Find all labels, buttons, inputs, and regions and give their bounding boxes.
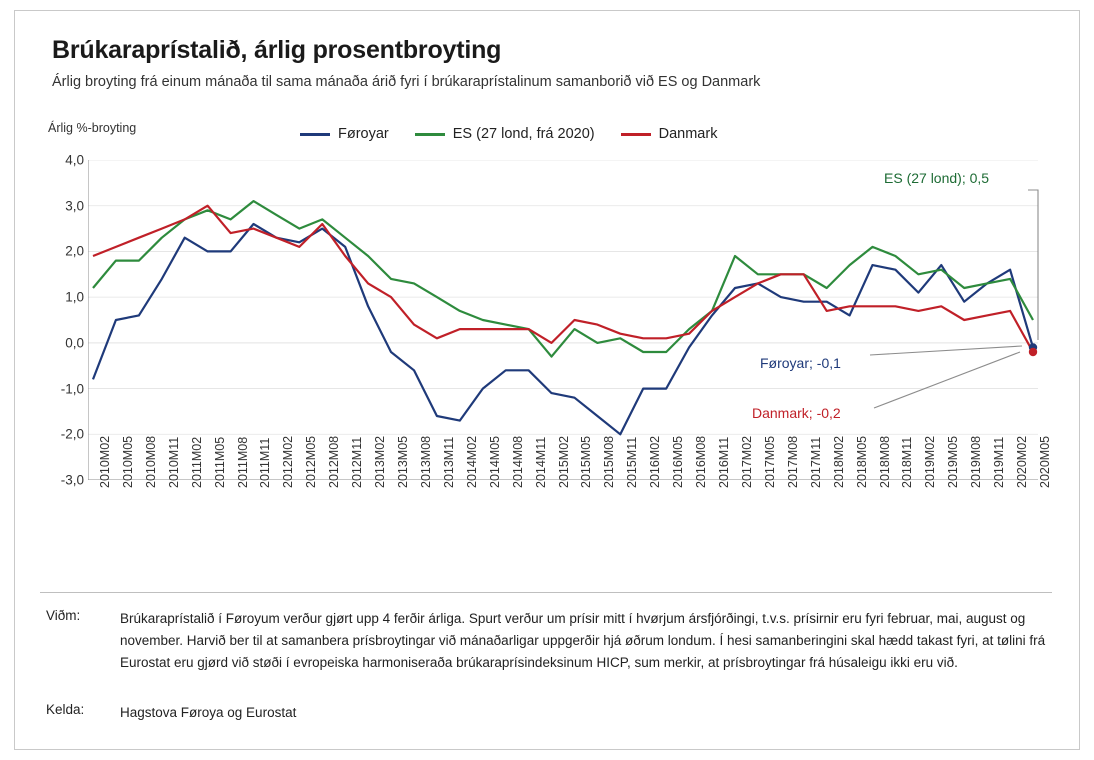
x-tick-label: 2011M08 xyxy=(235,436,250,488)
y-tick-label: 3,0 xyxy=(65,198,84,214)
footer-divider xyxy=(40,592,1052,593)
chart-legend xyxy=(300,126,717,142)
annotation-foroyar: Føroyar; -0,1 xyxy=(760,355,841,371)
note-text-vidm: Brúkaraprístalið í Føroyum verður gjørt upp 4 ferðir árliga. Spurt verður um prísir mitt í hvørjum ársfjórðingi, t.v.s. prísirnir eru fyri februar, mai, august og november. Harvið ber til at samanbera prísbroytingar við mánaðarligar uppgerðir hjá øðrum londum. Í hesi samanberingini skal hædd takast fyri, at tølini frá Eurostat eru gjørd við støði í evropeiska harmoniseraða brúkaraprísindeksinum HICP, sum merkir, at prísbroytingar frá húsaleigu ikki eru við. xyxy=(120,611,1046,670)
x-tick-label: 2016M08 xyxy=(694,435,709,488)
x-tick-label: 2020M05 xyxy=(1038,435,1052,488)
legend-label-foroyar: Føroyar xyxy=(338,126,389,142)
x-tick-label: 2017M05 xyxy=(762,435,777,488)
note-label-vidm: Viðm: xyxy=(46,608,81,623)
plot-area xyxy=(88,160,1038,480)
y-tick-label: 1,0 xyxy=(65,289,84,305)
x-tick-label: 2012M08 xyxy=(327,435,342,488)
x-tick-label: 2012M02 xyxy=(281,435,296,488)
x-tick-label: 2010M02 xyxy=(98,435,112,488)
legend-label-danmark: Danmark xyxy=(658,126,718,142)
page-subtitle: Árlig broyting frá einum mánaða til sama mánaða árið fyri í brúkaraprístalinum samanborið við ES og Danmark xyxy=(52,74,761,90)
x-tick-label: 2015M08 xyxy=(602,435,617,488)
x-tick-label: 2011M05 xyxy=(212,436,227,488)
x-tick-label: 2016M02 xyxy=(648,435,663,488)
x-tick-label: 2016M11 xyxy=(717,436,732,488)
legend-swatch-es xyxy=(415,133,445,136)
x-tick-label: 2020M02 xyxy=(1015,435,1030,488)
x-tick-label: 2018M05 xyxy=(854,435,869,488)
page-title: Brúkaraprístalið, árlig prosentbroyting xyxy=(52,36,502,64)
x-tick-label: 2010M08 xyxy=(143,435,158,488)
legend-swatch-danmark xyxy=(621,133,651,136)
y-axis-labels xyxy=(40,152,84,488)
legend-item-danmark xyxy=(621,126,718,142)
x-tick-label: 2012M11 xyxy=(350,436,365,488)
y-tick-label: -1,0 xyxy=(60,381,84,397)
x-tick-label: 2011M11 xyxy=(258,437,273,488)
legend-label-es: ES (27 lond, frá 2020) xyxy=(452,126,595,142)
x-tick-label: 2014M05 xyxy=(487,435,502,488)
x-tick-label: 2013M08 xyxy=(418,435,433,488)
y-axis-title: Árlig %-broyting xyxy=(48,121,137,135)
x-tick-label: 2012M05 xyxy=(304,435,319,488)
x-tick-label: 2014M08 xyxy=(510,435,525,488)
x-tick-label: 2015M05 xyxy=(579,435,594,488)
x-tick-label: 2019M02 xyxy=(923,435,938,488)
series-line-1 xyxy=(93,201,1033,357)
x-tick-label: 2010M05 xyxy=(120,435,135,488)
x-tick-label: 2014M11 xyxy=(533,436,548,488)
note-text-kelda: Hagstova Føroya og Eurostat xyxy=(120,705,297,720)
y-tick-label: 0,0 xyxy=(65,335,84,351)
x-tick-label: 2018M08 xyxy=(877,435,892,488)
x-tick-label: 2013M11 xyxy=(441,436,456,488)
x-tick-label: 2019M11 xyxy=(992,436,1007,488)
x-tick-label: 2016M05 xyxy=(671,435,686,488)
y-tick-label: 2,0 xyxy=(65,243,84,259)
x-tick-label: 2017M11 xyxy=(808,436,823,488)
x-tick-label: 2017M08 xyxy=(785,435,800,488)
x-tick-label: 2018M11 xyxy=(900,436,915,488)
note-label-kelda: Kelda: xyxy=(46,702,85,717)
chart-svg xyxy=(88,160,1038,480)
y-tick-label: -2,0 xyxy=(60,426,84,442)
x-tick-label: 2013M05 xyxy=(396,435,411,488)
series-line-2 xyxy=(93,206,1033,352)
x-tick-label: 2019M05 xyxy=(946,435,961,488)
series-endpoint-marker xyxy=(1029,348,1037,356)
y-tick-label: -3,0 xyxy=(60,472,84,488)
x-tick-label: 2017M02 xyxy=(739,435,754,488)
legend-swatch-foroyar xyxy=(300,133,330,136)
legend-item-es xyxy=(415,126,595,142)
x-axis-labels xyxy=(88,435,1052,576)
x-tick-label: 2018M02 xyxy=(831,435,846,488)
x-tick-label: 2010M11 xyxy=(166,436,181,488)
x-tick-label: 2013M02 xyxy=(373,435,388,488)
legend-item-foroyar xyxy=(300,126,389,142)
annotation-es: ES (27 lond); 0,5 xyxy=(884,170,990,186)
x-tick-label: 2015M02 xyxy=(556,435,571,488)
x-tick-label: 2014M02 xyxy=(464,435,479,488)
x-tick-label: 2011M02 xyxy=(189,436,204,488)
x-tick-label: 2015M11 xyxy=(625,436,640,488)
x-tick-label: 2019M08 xyxy=(969,435,984,488)
y-tick-label: 4,0 xyxy=(65,152,84,168)
annotation-danmark: Danmark; -0,2 xyxy=(752,405,841,421)
